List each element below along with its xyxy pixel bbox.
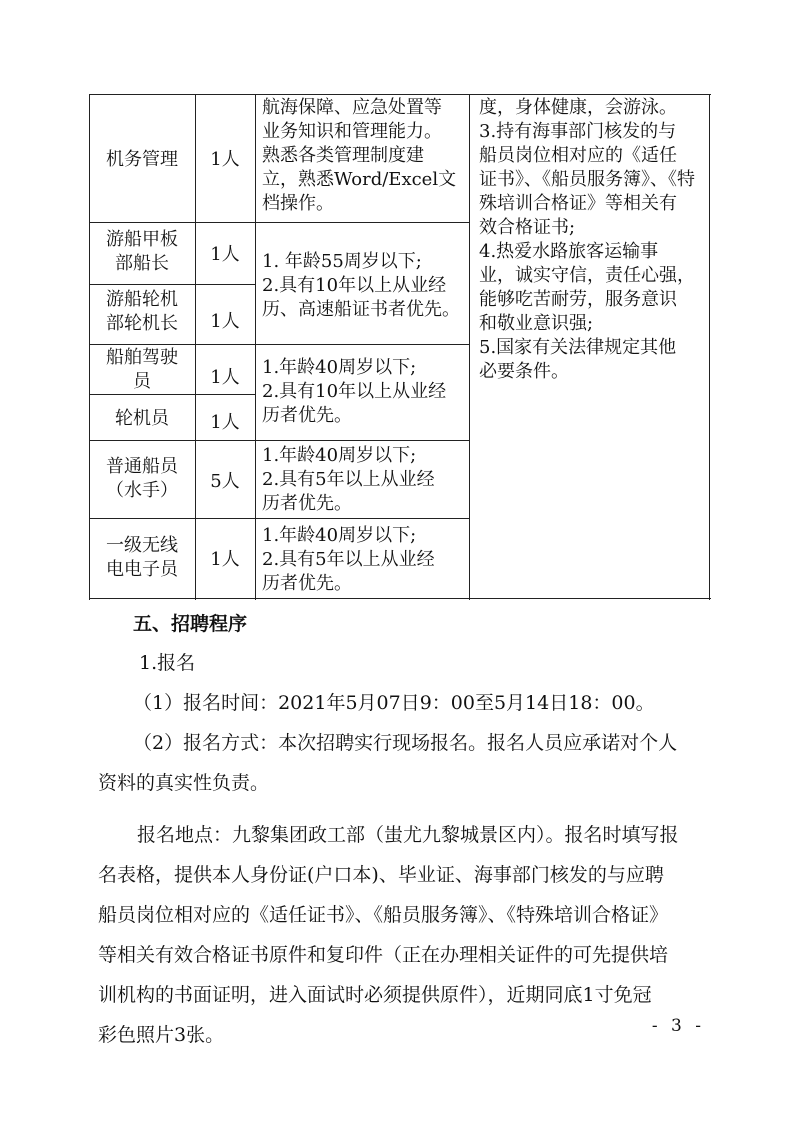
registration-time: （1）报名时间：2021年5月07日9：00至5月14日18：00。 (133, 692, 655, 714)
requirement-line: 熟悉各类管理制度建 (262, 145, 424, 166)
condition-line: 殊培训合格证》等相关有 (479, 193, 677, 214)
registration-location-line: 训机构的书面证明，进入面试时必须提供原件），近期同底1寸免冠 (98, 984, 652, 1006)
requirement-line: 历者优先。 (262, 573, 352, 594)
position-count: 1人 (210, 367, 240, 388)
registration-location-line: 报名地点：九黎集团政工部（蚩尤九黎城景区内）。报名时填写报 (137, 824, 679, 846)
common-conditions (473, 96, 711, 384)
position-count: 1人 (210, 311, 240, 332)
position-requirements (257, 356, 469, 428)
condition-line: 能够吃苦耐劳，服务意识 (479, 289, 677, 310)
position-count: 1人 (210, 244, 240, 265)
condition-line: 证书》、《船员服务簿》、《特 (479, 169, 695, 190)
table-divider (469, 94, 470, 600)
position-requirements (257, 524, 469, 596)
table-divider (255, 94, 256, 600)
position-name-line: 部轮机长 (106, 313, 178, 334)
requirement-line: 业务知识和管理能力。 (262, 121, 442, 142)
position-requirements (257, 444, 469, 516)
requirement-line: 2.具有10年以上从业经 (262, 275, 447, 296)
position-name-line: 游船甲板 (106, 229, 178, 250)
requirement-line: 1.年龄40周岁以下; (262, 445, 417, 466)
condition-line: 度，身体健康，会游泳。 (479, 97, 677, 118)
subsection-title: 1.报名 (139, 652, 196, 674)
position-name-line: 船舶驾驶 (106, 347, 178, 368)
requirement-line: 2.具有5年以上从业经 (262, 549, 435, 570)
table-border-bottom (89, 598, 711, 599)
table-row-divider (89, 344, 469, 345)
position-count: 1人 (210, 149, 240, 170)
position-name-line: 员 (133, 371, 151, 392)
position-name-line: 轮机员 (115, 408, 169, 429)
position-count: 5人 (210, 471, 240, 492)
registration-location-line: 彩色照片3张。 (98, 1024, 225, 1046)
requirement-line: 1.年龄40周岁以下; (262, 525, 417, 546)
requirement-line: 档操作。 (262, 193, 334, 214)
position-name (89, 288, 195, 336)
position-name-line: 电电子员 (106, 559, 178, 580)
table-row-divider (89, 440, 469, 441)
position-name-line: 普通船员 (106, 456, 178, 477)
position-name (89, 346, 195, 394)
registration-location-line: 船员岗位相对应的《适任证书》、《船员服务簿》、《特殊培训合格证》 (98, 904, 669, 926)
position-name-line: 机务管理 (106, 149, 178, 170)
position-name-line: 部船长 (115, 253, 169, 274)
registration-location-line: 名表格，提供本人身份证(户口本)、毕业证、海事部门核发的与应聘 (98, 864, 664, 886)
requirement-line: 历、高速船证书者优先。 (262, 299, 460, 320)
table-row-divider (89, 284, 255, 285)
page-number: - 3 - (651, 1016, 705, 1036)
requirement-line: 1.年龄40周岁以下; (262, 357, 417, 378)
table-row-divider (89, 222, 469, 223)
table-border-top (89, 94, 711, 95)
position-count: 1人 (210, 412, 240, 433)
table-row-divider (89, 518, 469, 519)
condition-line: 5.国家有关法律规定其他 (479, 337, 677, 358)
recruitment-table (89, 94, 711, 600)
condition-line: 4.热爱水路旅客运输事 (479, 241, 659, 262)
requirement-line: 1. 年龄55周岁以下; (262, 251, 422, 272)
position-name-line: （水手） (106, 480, 178, 501)
requirement-line: 历者优先。 (262, 493, 352, 514)
position-name (89, 228, 195, 276)
registration-method-line: 资料的真实性负责。 (98, 772, 270, 794)
condition-line: 业，诚实守信，责任心强， (479, 265, 695, 286)
condition-line: 必要条件。 (479, 361, 569, 382)
position-name (89, 455, 195, 503)
section-heading: 五、招聘程序 (133, 613, 248, 635)
requirement-line: 立，熟悉Word/Excel文 (262, 169, 457, 190)
table-row-divider (89, 394, 255, 395)
requirement-line: 2.具有10年以上从业经 (262, 381, 447, 402)
position-name (89, 407, 195, 431)
position-count: 1人 (210, 549, 240, 570)
condition-line: 3.持有海事部门核发的与 (479, 121, 677, 142)
position-requirements (257, 250, 469, 322)
requirement-line: 航海保障、应急处置等 (262, 97, 442, 118)
registration-location-line: 等相关有效合格证书原件和复印件（正在办理相关证件的可先提供培 (98, 944, 669, 966)
condition-line: 效合格证书; (479, 217, 576, 238)
position-name-line: 一级无线 (106, 535, 178, 556)
requirement-line: 历者优先。 (262, 405, 352, 426)
position-name-line: 游船轮机 (106, 289, 178, 310)
registration-method-line: （2）报名方式：本次招聘实行现场报名。报名人员应承诺对个人 (133, 732, 678, 754)
position-name (89, 534, 195, 582)
condition-line: 和敬业意识强; (479, 313, 594, 334)
requirement-line: 2.具有5年以上从业经 (262, 469, 435, 490)
position-name (89, 148, 195, 172)
condition-line: 船员岗位相对应的《适任 (479, 145, 677, 166)
position-requirements (257, 96, 469, 216)
